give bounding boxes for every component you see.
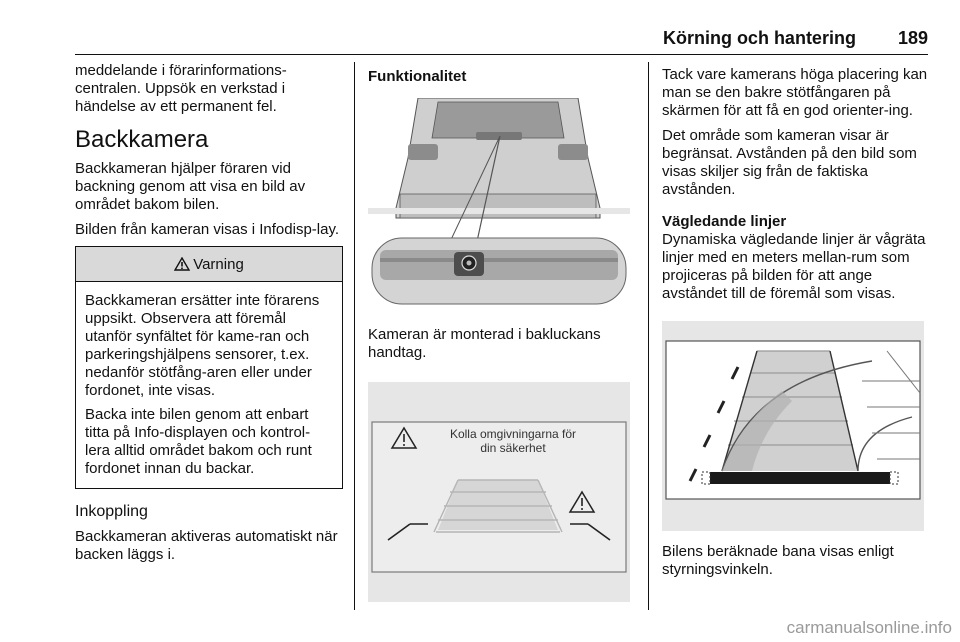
guide-lines-illustration [662, 321, 924, 531]
page-number: 189 [897, 28, 928, 48]
warning-box [75, 246, 343, 489]
warning-triangle-icon [174, 257, 190, 271]
illustration-caption: Kameran är monterad i bakluckans handtag. [368, 326, 601, 361]
paragraph: Det område som kameran visar är begränsat. Avstånden på den bild som visas skiljer sig från de faktiska avstånden. [662, 127, 917, 198]
column-left [75, 62, 343, 571]
camera-location-illustration [368, 98, 630, 308]
column-right [662, 62, 930, 586]
column-divider [648, 62, 649, 610]
intro-text: meddelande i förarinformations-centralen. Uppsök en verkstad i händelse av ett permanent fel. [75, 62, 287, 115]
watermark: carmanualsonline.info [786, 618, 952, 637]
paragraph: Bilden från kameran visas i Infodisp-lay. [75, 221, 340, 238]
paragraph: Backkameran aktiveras automatiskt när backen läggs i. [75, 528, 338, 563]
illustration-caption: Bilens beräknade bana visas enligt styrningsvinkeln. [662, 543, 894, 578]
column-divider [354, 62, 355, 610]
warning-label: Varning [193, 255, 244, 273]
heading-backkamera: Backkamera [75, 126, 209, 153]
warning-paragraph: Backkameran ersätter inte förarens uppsikt. Observera att föremål utanför synfältet för kame-ran och parkeringshjälpens sensorer, t.ex. nedanför stötfång-aren eller under fordonet, inte visas. [85, 292, 320, 399]
paragraph: Tack vare kamerans höga placering kan man se den bakre stötfångaren på skärmen för att få en god orienter-ing. [662, 66, 928, 119]
screen-message-line: din säkerhet [480, 441, 546, 455]
heading-funktionalitet: Funktionalitet [368, 68, 467, 85]
column-middle [368, 62, 636, 602]
screen-message-line: Kolla omgivningarna för [449, 427, 577, 441]
heading-vagledande-linjer: Vägledande linjer [662, 213, 787, 230]
camera-screen-illustration [368, 382, 630, 602]
paragraph: Backkameran hjälper föraren vid backning genom att visa en bild av området bakom bilen. [75, 160, 306, 213]
warning-paragraph: Backa inte bilen genom att enbart titta på Info-displayen och kontrol-lera alltid området bakom och runt fordonet innan du backar. [85, 406, 312, 477]
screen-message [438, 427, 588, 455]
warning-header [76, 247, 342, 282]
page-header [75, 26, 928, 55]
heading-inkoppling: Inkoppling [75, 503, 148, 520]
section-title: Körning och hantering [662, 28, 856, 48]
paragraph: Dynamiska vägledande linjer är vågräta linjer med en meters mellan-rum som projiceras på bilden för att ange avståndet till de föremål som visas. [662, 231, 926, 302]
